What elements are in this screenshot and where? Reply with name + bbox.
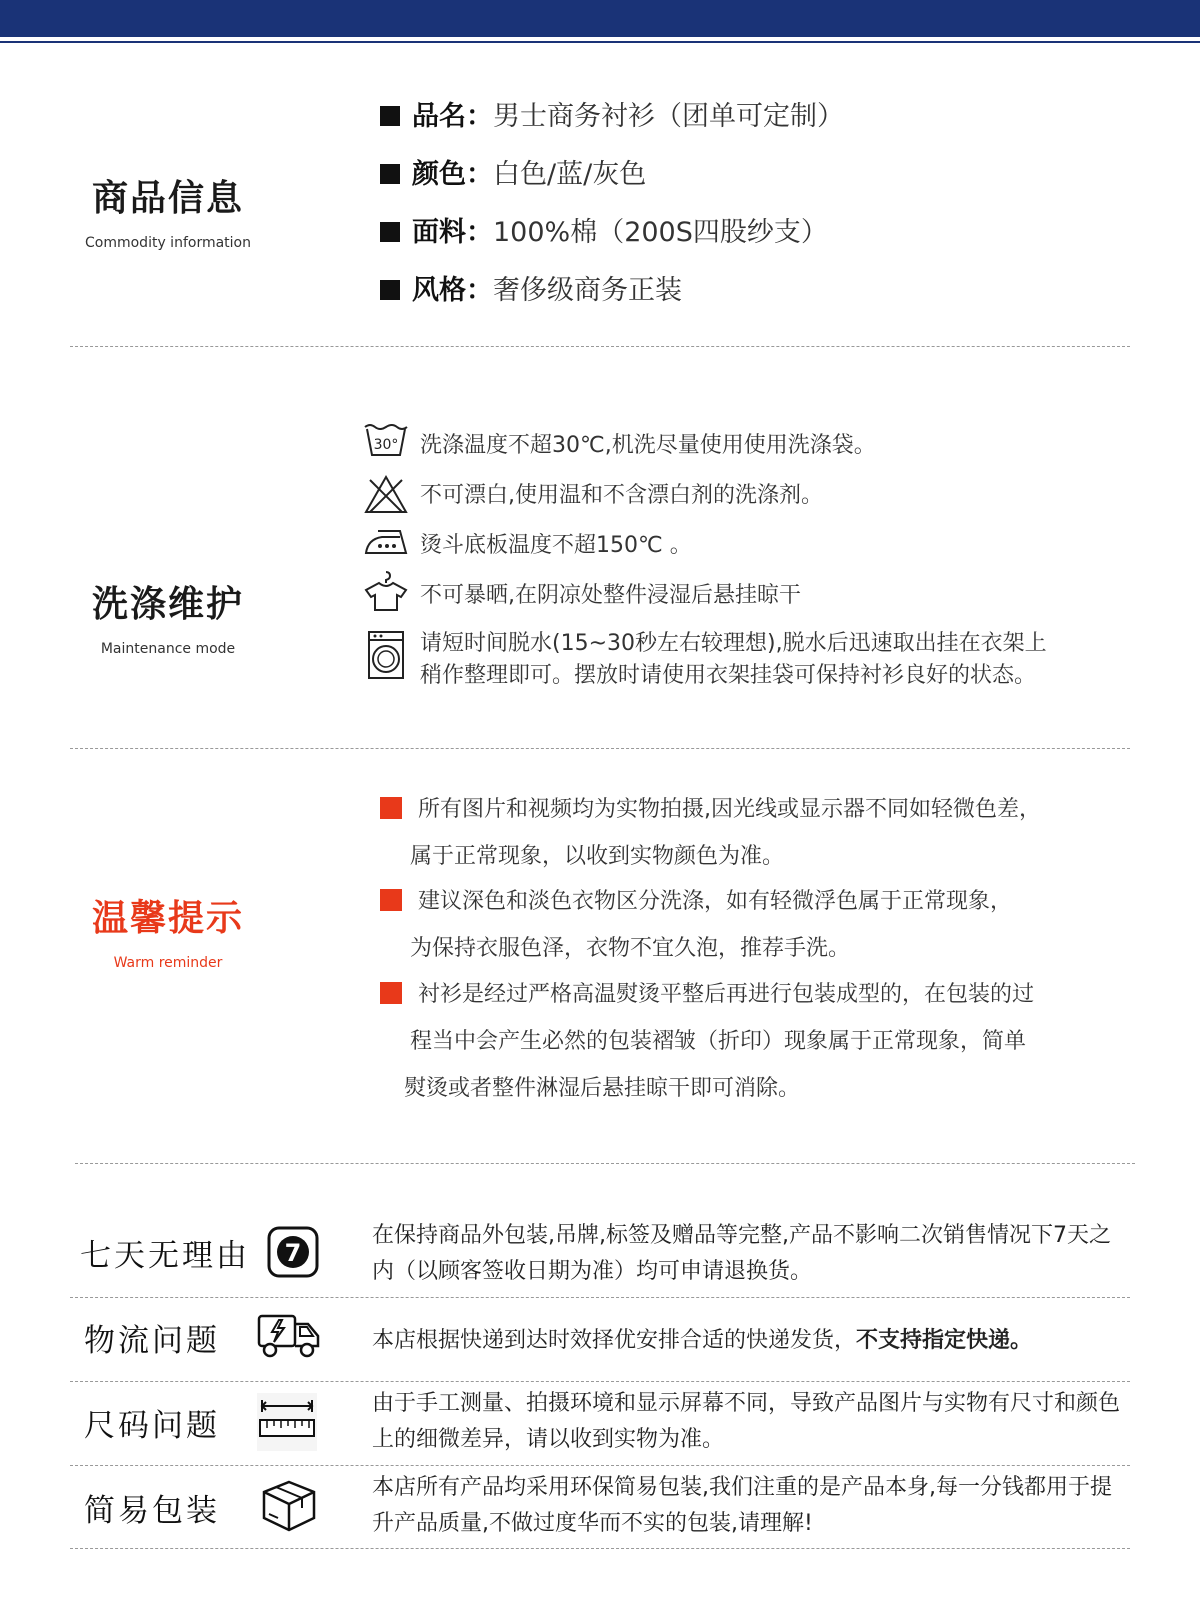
- delivery-truck-icon: [256, 1310, 322, 1360]
- wash-30-icon: [362, 421, 410, 459]
- section-divider: [70, 346, 1130, 347]
- ruler-icon: [256, 1392, 318, 1452]
- reminder-line: 熨烫或者整件淋湿后悬挂晾干即可消除。: [404, 1076, 801, 1101]
- bullet-square-icon: [380, 106, 400, 126]
- no-bleach-icon: [362, 471, 410, 515]
- info-row-fabric: 面料：100%棉（200S四股纱支）: [380, 210, 828, 249]
- care-text: 不可暴晒,在阴凉处整件浸湿后悬挂晾干: [420, 583, 801, 608]
- service-divider: [70, 1465, 1130, 1466]
- maintenance-section-title: [68, 576, 268, 657]
- reminder-section-title: [68, 890, 268, 971]
- maintenance-title-cn: 洗涤维护: [91, 584, 244, 625]
- commodity-title-en: Commodity information: [85, 235, 251, 251]
- svg-text:7: 7: [284, 1239, 302, 1267]
- top-divider: [0, 41, 1200, 43]
- service-divider: [70, 1297, 1130, 1298]
- reminder-line: 为保持衣服色泽，衣物不宜久泡，推荐手洗。: [410, 936, 851, 961]
- logistics-label: 物流问题: [84, 1323, 220, 1359]
- bullet-square-icon: [380, 280, 400, 300]
- size-issue-label: 尺码问题: [84, 1408, 220, 1444]
- size-issue-text: 由于手工测量、拍摄环境和显示屏幕不同，导致产品图片与实物有尺寸和颜色上的细微差异，请以收到实物为准。: [372, 1391, 1121, 1452]
- care-text: 烫斗底板温度不超150℃ 。: [420, 533, 692, 558]
- info-row-name: 品名：男士商务衬衫（团单可定制）: [380, 94, 844, 133]
- top-banner: [0, 0, 1200, 37]
- seven-day-return-text: 在保持商品外包装,吊牌,标签及赠品等完整,产品不影响二次销售情况下7天之内（以顾客签收日期为准）均可申请退换货。: [372, 1223, 1111, 1284]
- reminder-line: 所有图片和视频均为实物拍摄,因光线或显示器不同如轻微色差，: [418, 797, 1041, 822]
- info-row-style: 风格：奢侈级商务正装: [380, 268, 682, 307]
- logistics-text: 本店根据快递到达时效择优安排合适的快递发货，不支持指定快递。: [372, 1328, 1033, 1353]
- section-divider: [75, 1163, 1135, 1164]
- commodity-section-title: [68, 170, 268, 251]
- bullet-square-icon: [380, 164, 400, 184]
- care-text: 不可漂白,使用温和不含漂白剂的洗涤剂。: [420, 483, 823, 508]
- seven-day-return-label: 七天无理由: [80, 1238, 250, 1274]
- section-divider: [70, 748, 1130, 749]
- care-text: 请短时间脱水(15~30秒左右较理想),脱水后迅速取出挂在衣架上 稍作整理即可。摆放时请使用衣架挂袋可保持衬衫良好的状态。: [420, 631, 1047, 688]
- simple-packaging-text: 本店所有产品均采用环保简易包装,我们注重的是产品本身,每一分钱都用于提升产品质量,不做过度华而不实的包装,请理解!: [372, 1475, 1112, 1536]
- svg-text:30°: 30°: [373, 437, 399, 453]
- package-box-icon: [258, 1478, 320, 1534]
- bullet-square-icon: [380, 222, 400, 242]
- simple-packaging-label: 简易包装: [84, 1493, 220, 1529]
- iron-icon: [362, 521, 410, 559]
- commodity-title-cn: 商品信息: [91, 178, 244, 219]
- hang-dry-icon: [362, 569, 410, 613]
- red-bullet-icon: [380, 982, 402, 1004]
- red-bullet-icon: [380, 889, 402, 911]
- service-divider: [70, 1548, 1130, 1549]
- care-text: 洗涤温度不超30℃,机洗尽量使用使用洗涤袋。: [420, 433, 876, 458]
- reminder-title-cn: 温馨提示: [91, 898, 244, 939]
- service-divider: [70, 1381, 1130, 1382]
- seven-days-icon: [262, 1224, 324, 1280]
- reminder-title-en: Warm reminder: [113, 955, 223, 971]
- maintenance-title-en: Maintenance mode: [100, 641, 236, 657]
- red-bullet-icon: [380, 797, 402, 819]
- reminder-line: 程当中会产生必然的包装褶皱（折印）现象属于正常现象，简单: [410, 1029, 1027, 1054]
- reminder-line: 建议深色和淡色衣物区分洗涤，如有轻微浮色属于正常现象，: [418, 889, 1013, 914]
- reminder-line: 属于正常现象，以收到实物颜色为准。: [410, 844, 785, 869]
- info-row-color: 颜色：白色/蓝/灰色: [380, 152, 646, 191]
- reminder-line: 衬衫是经过严格高温熨烫平整后再进行包装成型的，在包装的过: [418, 982, 1035, 1007]
- washing-machine-icon: [362, 630, 410, 680]
